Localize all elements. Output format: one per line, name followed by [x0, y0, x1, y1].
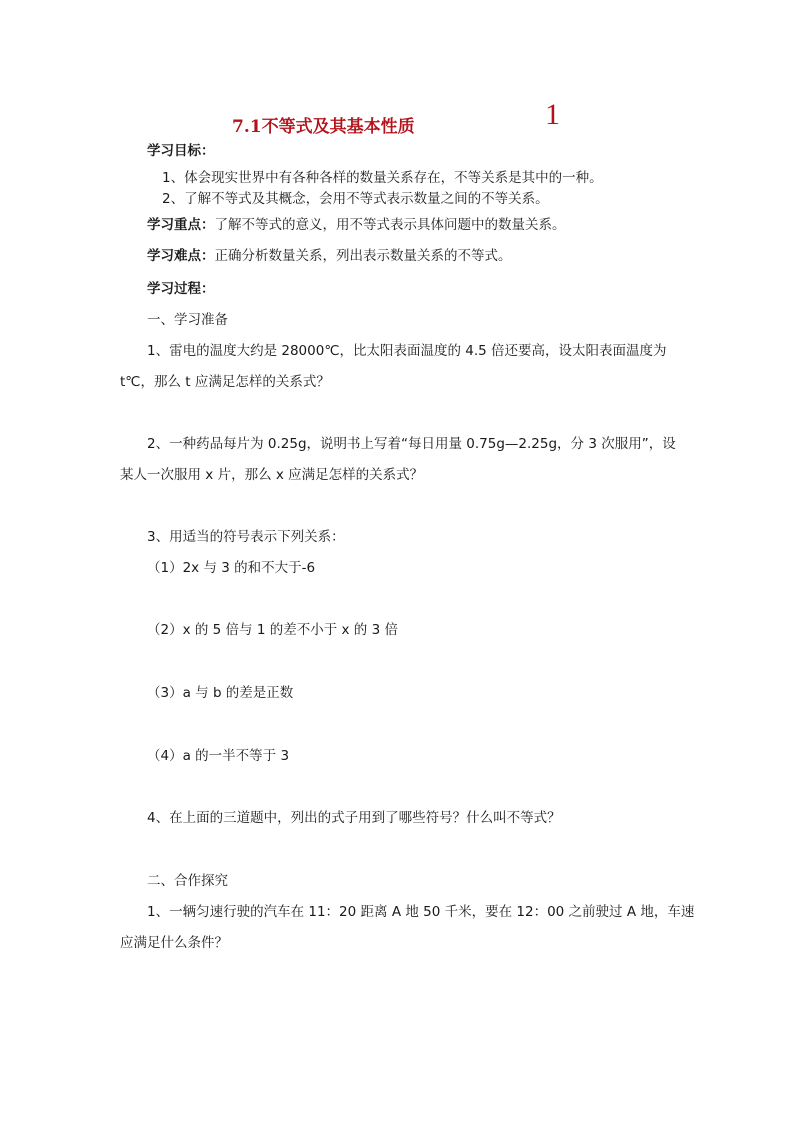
key-point	[147, 219, 566, 233]
section1-q3: 3、用适当的符号表示下列关系：	[147, 529, 345, 545]
section1-q3-item-3: （3）a 与 b 的差是正数	[147, 685, 294, 701]
difficulty	[147, 250, 512, 264]
page-number: 1	[545, 98, 560, 131]
section1-q4: 4、在上面的三道题中，列出的式子用到了哪些符号？什么叫不等式？	[147, 810, 561, 826]
section1-q1-line2: t℃，那么 t 应满足怎样的关系式？	[120, 374, 330, 390]
objectives-heading: 学习目标：	[147, 143, 215, 159]
section1-q3-item-1: （1）2x 与 3 的和不大于-6	[147, 560, 316, 576]
process-heading: 学习过程：	[147, 281, 215, 297]
key-point-text: 了解不等式的意义，用不等式表示具体问题中的数量关系。	[214, 217, 566, 233]
key-point-label: 学习重点：	[147, 217, 215, 233]
section1-q2-line2: 某人一次服用 x 片，那么 x 应满足怎样的关系式？	[120, 467, 424, 483]
objective-item-2: 2、了解不等式及其概念，会用不等式表示数量之间的不等关系。	[162, 191, 549, 207]
difficulty-text: 正确分析数量关系，列出表示数量关系的不等式。	[214, 248, 512, 264]
section1-q2-line1: 2、一种药品每片为 0.25g，说明书上写着“每日用量 0.75g—2.25g，分 3 次服用”，设	[147, 436, 676, 452]
page-title: 7.1不等式及其基本性质	[232, 117, 415, 137]
section2-q1-line2: 应满足什么条件？	[120, 935, 228, 951]
section1-q1-line1: 1、雷电的温度大约是 28000℃，比太阳表面温度的 4.5 倍还要高，设太阳表面温度为	[147, 343, 667, 359]
section2-heading: 二、合作探究	[147, 873, 228, 889]
section2-q1-line1: 1、一辆匀速行驶的汽车在 11：20 距离 A 地 50 千米，要在 12：00 之前驶过 A 地，车速	[147, 904, 695, 920]
objective-item-1: 1、体会现实世界中有各种各样的数量关系存在，不等关系是其中的一种。	[162, 170, 603, 186]
section1-heading: 一、学习准备	[147, 312, 228, 328]
difficulty-label: 学习难点：	[147, 248, 215, 264]
section1-q3-item-4: （4）a 的一半不等于 3	[147, 748, 290, 764]
section1-q3-item-2: （2）x 的 5 倍与 1 的差不小于 x 的 3 倍	[147, 622, 398, 638]
